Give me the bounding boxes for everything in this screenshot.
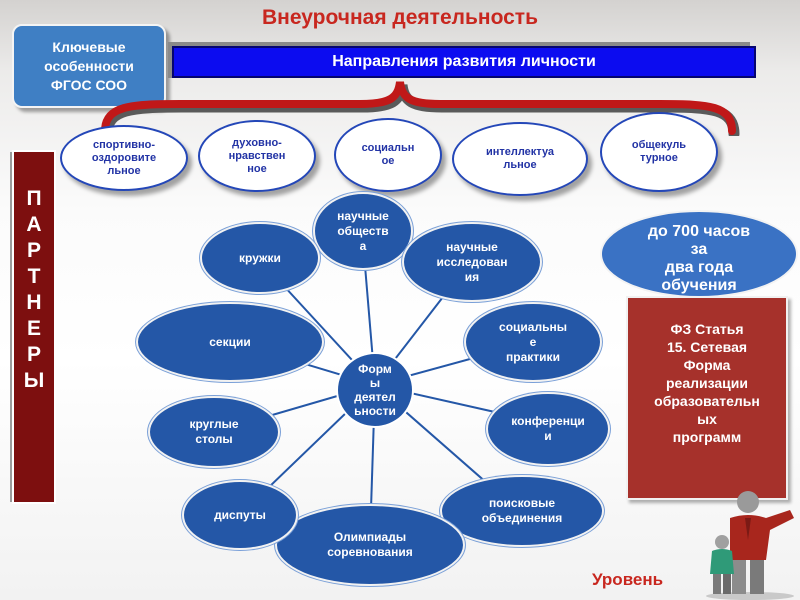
business-people-icon	[700, 488, 800, 600]
partners-letter: Е	[26, 317, 41, 340]
form-clubs: кружки	[200, 222, 320, 294]
hours-oval: до 700 часов за два года обучения	[600, 210, 798, 298]
form-round-tables: круглые столы	[148, 396, 280, 468]
partners-letter: Р	[26, 343, 41, 366]
form-search-groups: поисковые объединения	[440, 475, 604, 547]
direction-sport-oval: спортивно- оздоровите льное	[60, 125, 188, 191]
partners-letter: Р	[26, 239, 41, 262]
form-sections: секции	[136, 302, 324, 382]
form-debates: диспуты	[182, 480, 298, 550]
direction-social-oval: социальн ое	[334, 118, 442, 192]
partners-letter: П	[26, 187, 42, 210]
partners-letter: Н	[26, 291, 42, 314]
level-label: Уровень	[592, 570, 664, 589]
form-conferences: конференци и	[486, 392, 610, 466]
partners-letter: Ы	[23, 369, 45, 392]
partners-letter: Т	[27, 265, 41, 288]
directions-bar: Направления развития личности	[172, 46, 756, 78]
direction-spiritual-oval: духовно- нравствен ное	[198, 120, 316, 192]
form-science-societies: научные обществ а	[313, 192, 413, 270]
form-research: научные исследован ия	[402, 222, 542, 302]
form-olympiads: Олимпиады соревнования	[275, 504, 465, 586]
direction-cultural-oval: общекуль турное	[600, 112, 718, 192]
law-box: ФЗ Статья 15. Сетевая Форма реализации образовательн ых программ	[626, 296, 788, 500]
partners-letter: А	[26, 213, 42, 236]
direction-intellectual-oval: интеллектуа льное	[452, 122, 588, 196]
page-title: Внеурочная деятельность	[261, 6, 538, 29]
key-features-box: Ключевые особенности ФГОС СОО	[12, 24, 166, 108]
form-social-practices: социальны е практики	[464, 302, 602, 382]
forms-center-node: Форм ы деятел ьности	[336, 352, 414, 428]
